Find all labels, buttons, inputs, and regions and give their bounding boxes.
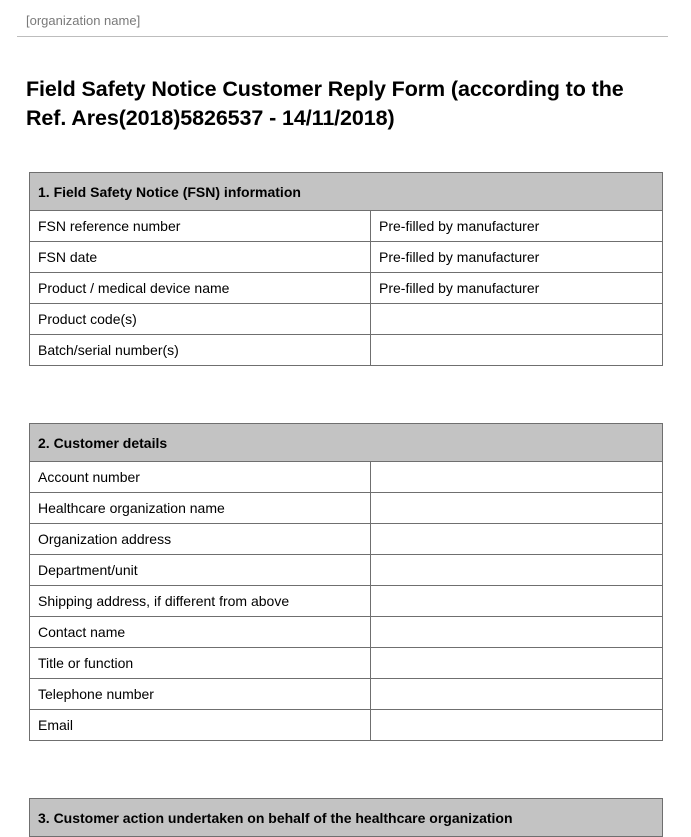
table-row	[30, 586, 663, 617]
row-label: Contact name	[30, 617, 371, 648]
row-label: Email	[30, 710, 371, 741]
section-heading-customer-action: 3. Customer action undertaken on behalf of the healthcare organization	[30, 799, 663, 837]
row-label: Title or function	[30, 648, 371, 679]
row-label: Account number	[30, 462, 371, 493]
row-label: Organization address	[30, 524, 371, 555]
row-label: Healthcare organization name	[30, 493, 371, 524]
section-heading-fsn-information: 1. Field Safety Notice (FSN) information	[30, 173, 663, 211]
organization-address-field[interactable]	[371, 524, 663, 555]
header-divider	[17, 36, 668, 37]
shipping-address-field[interactable]	[371, 586, 663, 617]
table-row	[30, 273, 663, 304]
table-row	[30, 242, 663, 273]
table-row	[30, 335, 663, 366]
department-unit-field[interactable]	[371, 555, 663, 586]
row-label: FSN date	[30, 242, 371, 273]
product-codes-field[interactable]	[371, 304, 663, 335]
fsn-reference-number-field[interactable]: Pre-filled by manufacturer	[371, 211, 663, 242]
row-label: Department/unit	[30, 555, 371, 586]
table-row	[30, 524, 663, 555]
document-title: Field Safety Notice Customer Reply Form (according to the Ref. Ares(2018)5826537 - 14/11/2018)	[26, 77, 624, 130]
product-device-name-field[interactable]: Pre-filled by manufacturer	[371, 273, 663, 304]
telephone-number-field[interactable]	[371, 679, 663, 710]
batch-serial-numbers-field[interactable]	[371, 335, 663, 366]
row-label: FSN reference number	[30, 211, 371, 242]
row-label: Batch/serial number(s)	[30, 335, 371, 366]
title-or-function-field[interactable]	[371, 648, 663, 679]
fsn-information-table	[29, 172, 663, 366]
section-heading-customer-details: 2. Customer details	[30, 424, 663, 462]
row-label: Product / medical device name	[30, 273, 371, 304]
organization-name-placeholder: [organization name]	[26, 13, 141, 28]
table-row	[30, 710, 663, 741]
table-row	[30, 462, 663, 493]
table-row	[30, 493, 663, 524]
table-row	[30, 648, 663, 679]
table-row	[30, 679, 663, 710]
table-row	[30, 211, 663, 242]
email-field[interactable]	[371, 710, 663, 741]
row-label: Telephone number	[30, 679, 371, 710]
table-row	[30, 555, 663, 586]
customer-action-table	[29, 798, 663, 837]
table-row	[30, 304, 663, 335]
row-label: Product code(s)	[30, 304, 371, 335]
account-number-field[interactable]	[371, 462, 663, 493]
row-label: Shipping address, if different from above	[30, 586, 371, 617]
fsn-date-field[interactable]: Pre-filled by manufacturer	[371, 242, 663, 273]
contact-name-field[interactable]	[371, 617, 663, 648]
healthcare-organization-name-field[interactable]	[371, 493, 663, 524]
table-row	[30, 617, 663, 648]
customer-details-table	[29, 423, 663, 741]
